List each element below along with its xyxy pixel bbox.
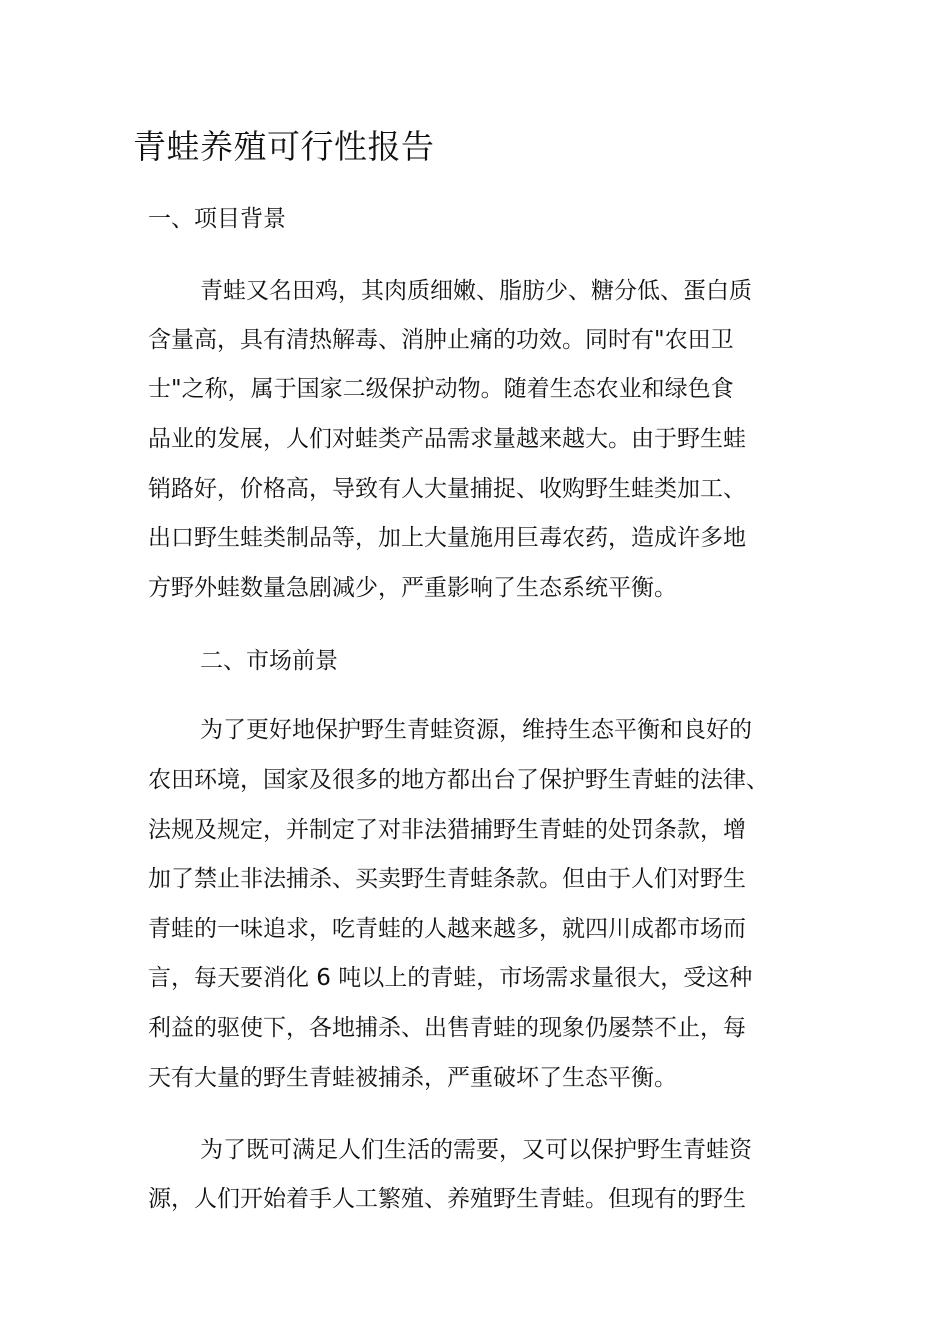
- paragraph-line: 为了既可满足人们生活的需要，又可以保护野生青蛙资: [200, 1137, 752, 1163]
- paragraph-line: 方野外蛙数量急剧减少，严重影响了生态系统平衡。: [148, 575, 677, 601]
- paragraph-line: 法规及规定，并制定了对非法猎捕野生青蛙的处罚条款，增: [148, 817, 746, 843]
- paragraph-line: 士"之称，属于国家二级保护动物。随着生态农业和绿色食: [148, 376, 734, 402]
- paragraph-line: 出口野生蛙类制品等，加上大量施用巨毒农药，造成许多地: [148, 525, 746, 551]
- paragraph-line: 言，每天要消化 6 吨以上的青蛙，市场需求量很大，受这种: [148, 965, 753, 991]
- paragraph-line: 为了更好地保护野生青蛙资源，维持生态平衡和良好的: [200, 717, 752, 743]
- paragraph-line: 加了禁止非法捕杀、买卖野生青蛙条款。但由于人们对野生: [148, 866, 746, 892]
- paragraph-line: 含量高，具有清热解毒、消肿止痛的功效。同时有"农田卫: [148, 327, 734, 353]
- paragraph-line: 销路好，价格高，导致有人大量捕捉、收购野生蛙类加工、: [148, 476, 746, 502]
- section-heading-background: 一、项目背景: [148, 206, 286, 232]
- paragraph-line: 利益的驱使下，各地捕杀、出售青蛙的现象仍屡禁不止，每: [148, 1015, 746, 1041]
- section-heading-market: 二、市场前景: [200, 648, 338, 674]
- paragraph-line: 天有大量的野生青蛙被捕杀，严重破坏了生态平衡。: [148, 1065, 677, 1091]
- paragraph-line: 农田环境，国家及很多的地方都出台了保护野生青蛙的法律、: [148, 767, 769, 793]
- document-title: 青蛙养殖可行性报告: [133, 127, 435, 166]
- paragraph-line: 青蛙的一味追求，吃青蛙的人越来越多，就四川成都市场而: [148, 916, 746, 942]
- paragraph-line: 品业的发展，人们对蛙类产品需求量越来越大。由于野生蛙: [148, 426, 746, 452]
- paragraph-line: 青蛙又名田鸡，其肉质细嫩、脂肪少、糖分低、蛋白质: [200, 278, 752, 304]
- paragraph-line: 源，人们开始着手人工繁殖、养殖野生青蛙。但现有的野生: [148, 1186, 746, 1212]
